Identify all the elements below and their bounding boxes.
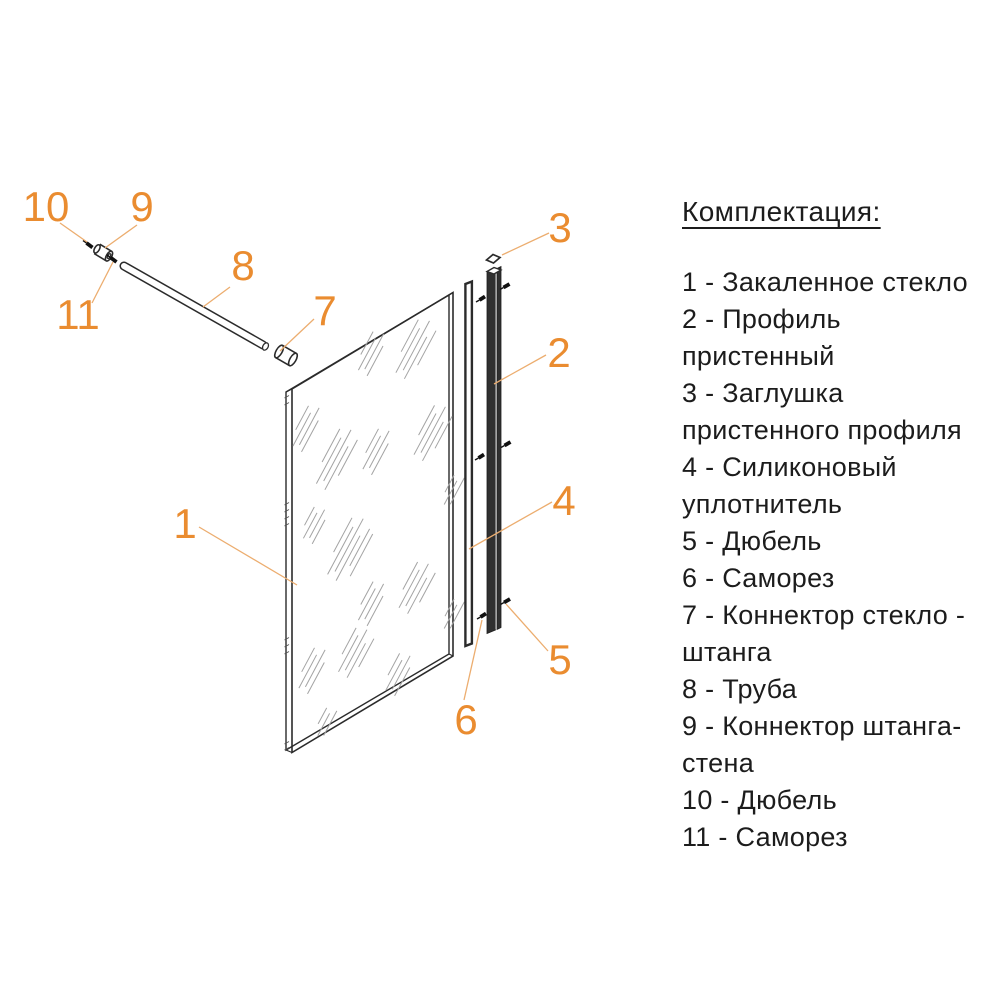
part-label-10: 10 [22, 183, 70, 230]
part-label-3: 3 [548, 204, 572, 251]
profile-dowels [500, 284, 511, 605]
legend-line: 1 - Закаленное стекло [682, 267, 968, 297]
legend-line: пристенный [682, 341, 835, 371]
connector-glass-tube [273, 344, 299, 367]
wall-profile [487, 267, 501, 634]
legend-lines [682, 264, 994, 856]
dowel-5-top [500, 284, 510, 290]
legend-line: 10 - Дюбель [682, 785, 837, 815]
legend-line: 4 - Силиконовый [682, 452, 897, 482]
leader-8 [203, 287, 230, 307]
part-label-11: 11 [56, 291, 100, 338]
part-label-1: 1 [173, 500, 197, 547]
screw-6-bottom [477, 614, 486, 620]
part-label-4: 4 [552, 477, 576, 524]
legend-line: уплотнитель [682, 489, 843, 519]
part-label-5: 5 [548, 636, 572, 683]
legend-line: пристенного профиля [682, 415, 962, 445]
legend-line: 2 - Профиль [682, 304, 841, 334]
leader-7 [280, 319, 314, 351]
legend-line: 8 - Труба [682, 674, 798, 704]
part-label-8: 8 [231, 242, 255, 289]
legend-line: 11 - Саморез [682, 822, 848, 852]
legend-line: 9 - Коннектор штанга- [682, 711, 962, 741]
legend-line: стена [682, 748, 755, 778]
seal-screws [475, 297, 486, 620]
profile-cap [487, 255, 501, 264]
glass-edge-ticks [285, 396, 290, 751]
dowel-5-bottom [501, 599, 511, 605]
legend-title: Комплектация: [682, 196, 881, 227]
leader-4 [469, 502, 552, 549]
screw-6-top [476, 297, 485, 303]
legend-line: 3 - Заглушка [682, 378, 844, 408]
part-label-7: 7 [313, 287, 337, 334]
part-label-6: 6 [454, 696, 478, 743]
leader-5 [506, 604, 548, 651]
leader-1 [199, 527, 297, 585]
part-label-2: 2 [547, 329, 571, 376]
screw-6-mid [475, 455, 484, 461]
legend-line: 7 - Коннектор стекло - [682, 600, 966, 630]
wall-dowel-10 [83, 241, 93, 248]
dowel-5-mid [501, 442, 511, 448]
legend-line: 6 - Саморез [682, 563, 835, 593]
leader-lines [60, 223, 552, 700]
silicone-seal-strip [465, 282, 472, 647]
glass-reflection-hatching [293, 320, 464, 736]
legend-line: 5 - Дюбель [682, 526, 822, 556]
parts-legend [682, 196, 994, 856]
leader-3 [502, 233, 549, 255]
legend-line: штанга [682, 637, 772, 667]
leader-2 [494, 355, 546, 384]
part-label-9: 9 [130, 183, 154, 230]
